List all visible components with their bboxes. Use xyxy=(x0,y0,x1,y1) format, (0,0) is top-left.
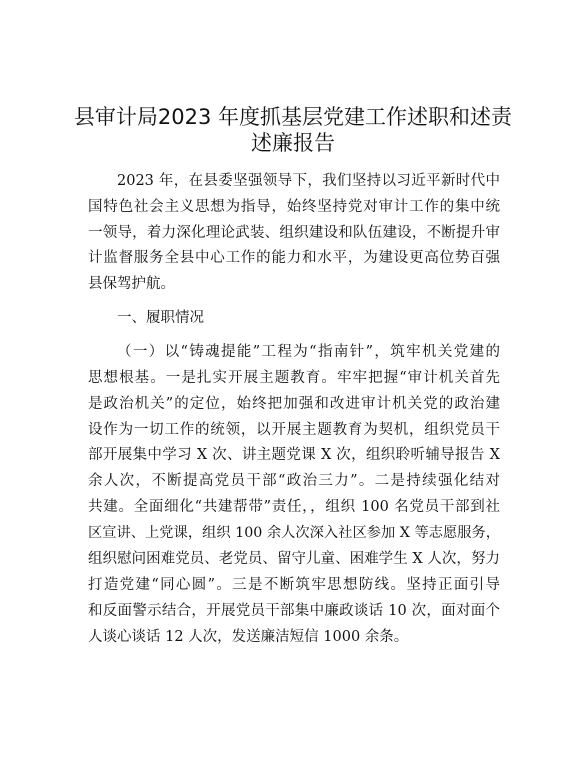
intro-paragraph-line: 计监督服务全县中心工作的能力和水平，为建设更高位势百强 xyxy=(88,250,500,266)
body-paragraph-line: 是政治机关”的定位，始终把加强和改进审计机关党的政治建 xyxy=(88,396,500,412)
body-paragraph-line: 人谈心谈话 12 人次，发送廉洁短信 1000 余条。 xyxy=(88,629,409,645)
document-title-line-1: 县审计局2023 年度抓基层党建工作述职和述责 xyxy=(73,105,513,129)
body-paragraph-line: 思想根基。一是扎实开展主题教育。牢牢把握“审计机关首先 xyxy=(88,370,500,386)
intro-paragraph-line: 一领导，着力深化理论武装、组织建设和队伍建设，不断提升审 xyxy=(88,225,500,241)
document-title-line-2: 述廉报告 xyxy=(251,131,335,155)
body-paragraph-line: 区宣讲、上党课，组织 100 余人次深入社区参加 X 等志愿服务， xyxy=(88,525,500,541)
body-paragraph-line: 共建。全面细化“共建帮带”责任，，组织 100 名党员干部到社 xyxy=(88,499,500,515)
body-paragraph-line: （一）以“铸魂提能”工程为“指南针”，筑牢机关党建的 xyxy=(117,344,500,360)
intro-paragraph-line: 县保驾护航。 xyxy=(88,276,175,292)
section-heading: 一、履职情况 xyxy=(117,310,204,326)
intro-paragraph-line: 2023 年，在县委坚强领导下，我们坚持以习近平新时代中 xyxy=(117,173,500,189)
body-paragraph-line: 组织慰问困难党员、老党员、留守儿童、困难学生 X 人次，努力 xyxy=(88,551,500,567)
body-paragraph-line: 余人次，不断提高党员干部“政治三力”。二是持续强化结对 xyxy=(88,473,500,489)
body-paragraph-line: 设作为一切工作的统领，以开展主题教育为契机，组织党员干 xyxy=(88,422,500,438)
intro-paragraph-line: 国特色社会主义思想为指导，始终坚持党对审计工作的集中统 xyxy=(88,199,500,215)
body-paragraph-line: 和反面警示结合，开展党员干部集中廉政谈话 10 次，面对面个 xyxy=(88,603,500,619)
body-paragraph-line: 部开展集中学习 X 次、讲主题党课 X 次，组织聆听辅导报告 X xyxy=(88,447,500,463)
body-paragraph-line: 打造党建“同心圆”。三是不断筑牢思想防线。坚持正面引导 xyxy=(88,577,500,593)
